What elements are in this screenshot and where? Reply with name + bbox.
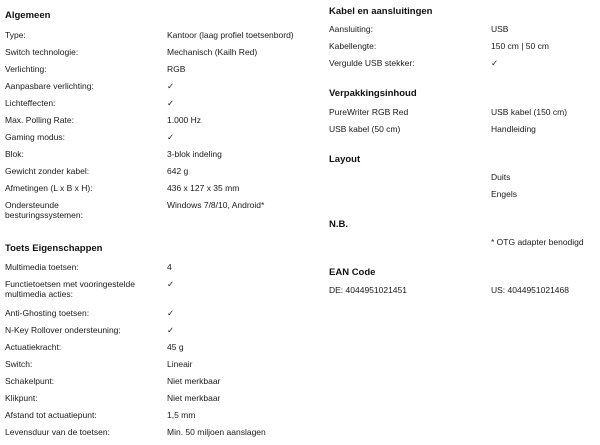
spec-value: 45 g [167,342,184,352]
spec-label: Aansluiting: [329,24,373,34]
spec-value: 3-blok indeling [167,149,222,159]
spec-label: Max. Polling Rate: [5,115,74,125]
package-item: USB kabel (150 cm) [491,107,568,117]
spec-label: Gaming modus: [5,132,65,142]
section-title-ean: EAN Code [329,267,376,278]
spec-value: Lineair [167,359,193,369]
spec-label: Levensduur van de toetsen: [5,427,110,437]
spec-value: Niet merkbaar [167,393,221,403]
spec-label: N-Key Rollover ondersteuning: [5,325,121,335]
spec-value: 1,5 mm [167,410,196,420]
package-item: PureWriter RGB Red [329,107,409,117]
spec-label: Ondersteunde besturingssystemen: [5,200,83,220]
spec-label: Aanpasbare verlichting: [5,81,94,91]
spec-value: Kantoor (laag profiel toetsenbord) [167,30,294,40]
checkmark-icon: ✓ [167,308,175,318]
checkmark-icon: ✓ [167,279,175,289]
spec-label: Multimedia toetsen: [5,262,79,272]
checkmark-icon: ✓ [167,81,175,91]
spec-value: 4 [167,262,172,272]
package-item: USB kabel (50 cm) [329,124,401,134]
spec-label: Gewicht zonder kabel: [5,166,90,176]
package-item: Handleiding [491,124,536,134]
spec-label: Vergulde USB stekker: [329,58,415,68]
checkmark-icon: ✓ [491,58,499,68]
spec-value: Windows 7/8/10, Android* [167,200,265,210]
spec-label: Verlichting: [5,64,47,74]
spec-value: Niet merkbaar [167,376,221,386]
layout-value: Duits [491,172,511,182]
section-title-algemeen: Algemeen [5,10,51,21]
section-title-verpakkingsinhoud: Verpakkingsinhoud [329,88,417,99]
spec-label: Switch technologie: [5,47,79,57]
spec-value: Min. 50 miljoen aanslagen [167,427,266,437]
checkmark-icon: ✓ [167,325,175,335]
ean-us: US: 4044951021468 [491,285,569,295]
layout-value: Engels [491,189,517,199]
spec-label: Lichteffecten: [5,98,56,108]
spec-label: Kabellengte: [329,41,377,51]
spec-value: 1.000 Hz [167,115,202,125]
spec-label: Schakelpunt: [5,376,55,386]
spec-label: Anti-Ghosting toetsen: [5,308,90,318]
spec-label: Actuatiekracht: [5,342,62,352]
spec-value: 642 g [167,166,189,176]
spec-value: Mechanisch (Kailh Red) [167,47,258,57]
spec-label: Klikpunt: [5,393,38,403]
note-text: * OTG adapter benodigd [491,237,584,247]
checkmark-icon: ✓ [167,98,175,108]
spec-label: Afstand tot actuatiepunt: [5,410,97,420]
section-title-toets-eigenschappen: Toets Eigenschappen [5,243,103,254]
checkmark-icon: ✓ [167,132,175,142]
spec-label: Type: [5,30,26,40]
spec-value: 150 cm | 50 cm [491,41,549,51]
spec-label: Blok: [5,149,24,159]
spec-value: USB [491,24,509,34]
section-title-kabel: Kabel en aansluitingen [329,6,433,17]
section-title-nb: N.B. [329,219,348,230]
spec-label: Switch: [5,359,33,369]
section-title-layout: Layout [329,154,361,165]
spec-value: 436 x 127 x 35 mm [167,183,240,193]
spec-value: RGB [167,64,186,74]
spec-label: Afmetingen (L x B x H): [5,183,93,193]
ean-de: DE: 4044951021451 [329,285,407,295]
spec-label: Functietoetsen met vooringestelde multimedia acties: [5,279,135,299]
